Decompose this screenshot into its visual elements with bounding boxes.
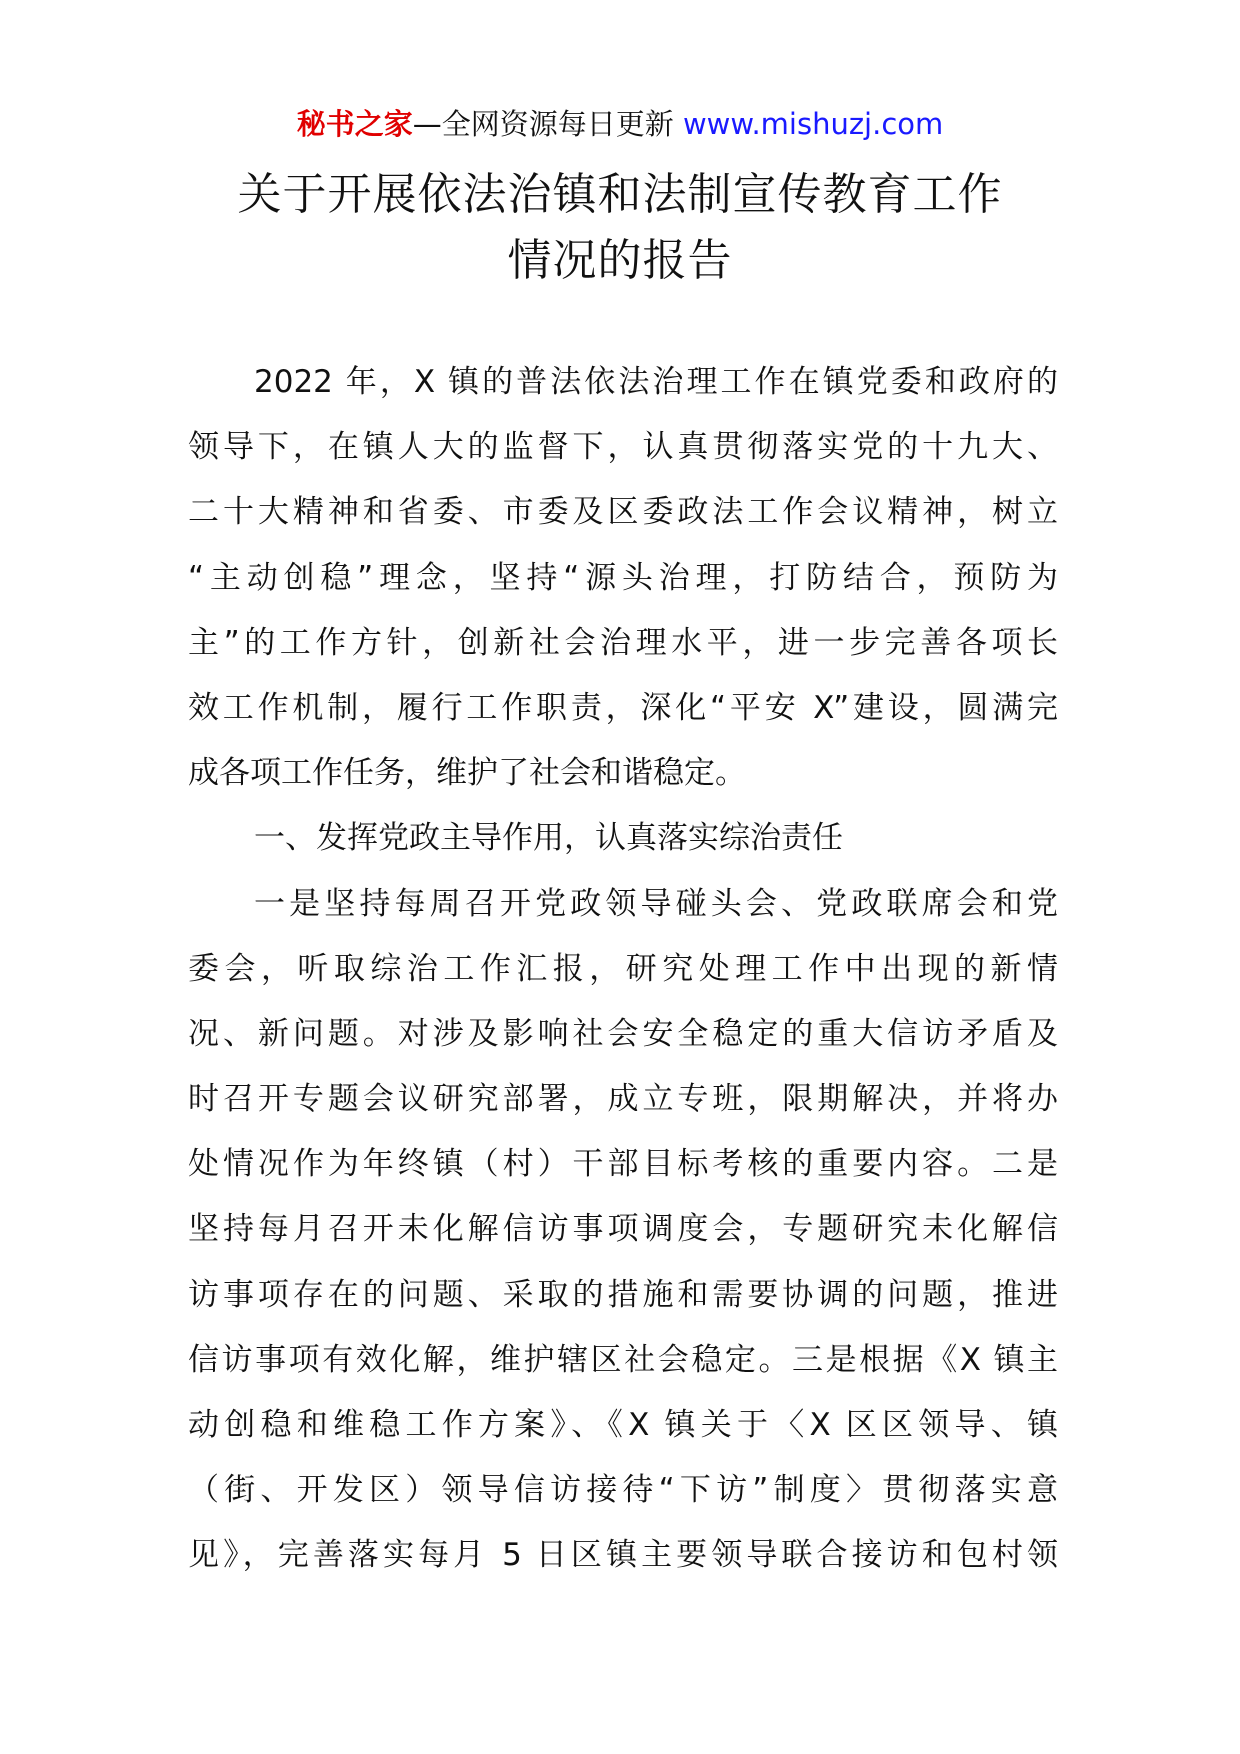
paragraph-2-line: 坚持每月召开未化解信访事项调度会，专题研究未化解信 — [188, 1211, 1058, 1248]
document-title — [0, 162, 1240, 294]
paragraph-1-line: 主”的工作方针，创新社会治理水平，进一步完善各项长 — [188, 624, 1058, 661]
paragraph-2-line: 时召开专题会议研究部署，成立专班，限期解决，并将办 — [188, 1081, 1058, 1118]
paragraph-2-line: 况、新问题。对涉及影响社会安全稳定的重大信访矛盾及 — [188, 1015, 1058, 1052]
paragraph-1-line: 领导下，在镇人大的监督下，认真贯彻落实党的十九大、 — [188, 429, 1058, 466]
site-url[interactable]: www.mishuzj.com — [682, 107, 944, 141]
paragraph-1-line: 效工作机制，履行工作职责，深化“平安 X”建设，圆满完 — [188, 689, 1058, 726]
paragraph-2-line: 动创稳和维稳工作方案》、《X 镇关于〈X 区区领导、镇 — [188, 1407, 1058, 1443]
site-banner — [0, 100, 1240, 148]
paragraph-2-line: 见》，完善落实每月 5 日区镇主要领导联合接访和包村领 — [188, 1537, 1058, 1574]
paragraph-1-line: “主动创稳”理念，坚持“源头治理，打防结合，预防为 — [188, 559, 1058, 596]
document-body — [188, 358, 1058, 1597]
banner-slogan: —全网资源每日更新 — [412, 107, 674, 141]
paragraph-2-line: 一是坚持每周召开党政领导碰头会、党政联席会和党 — [254, 885, 1058, 922]
paragraph-2-line: 处情况作为年终镇（村）干部目标考核的重要内容。二是 — [188, 1146, 1058, 1183]
paragraph-1-line: 2022 年，X 镇的普法依法治理工作在镇党委和政府的 — [254, 364, 1058, 400]
brand-name: 秘书之家 — [296, 107, 413, 141]
paragraph-2-line: （街、开发区）领导信访接待“下访”制度〉贯彻落实意 — [188, 1472, 1058, 1509]
title-line-2: 情况的报告 — [507, 235, 733, 286]
title-line-1: 关于开展依法治镇和法制宣传教育工作 — [237, 169, 1003, 220]
paragraph-2-line: 委会，听取综治工作汇报，研究处理工作中出现的新情 — [188, 950, 1058, 987]
paragraph-2-line: 访事项存在的问题、采取的措施和需要协调的问题，推进 — [188, 1276, 1058, 1313]
paragraph-2-line: 信访事项有效化解，维护辖区社会稳定。三是根据《X 镇主 — [188, 1341, 1058, 1378]
paragraph-1-line: 二十大精神和省委、市委及区委政法工作会议精神，树立 — [188, 494, 1058, 531]
paragraph-1-line: 成各项工作任务，维护了社会和谐稳定。 — [188, 755, 746, 792]
section-heading-1: 一、发挥党政主导作用，认真落实综治责任 — [254, 820, 843, 857]
